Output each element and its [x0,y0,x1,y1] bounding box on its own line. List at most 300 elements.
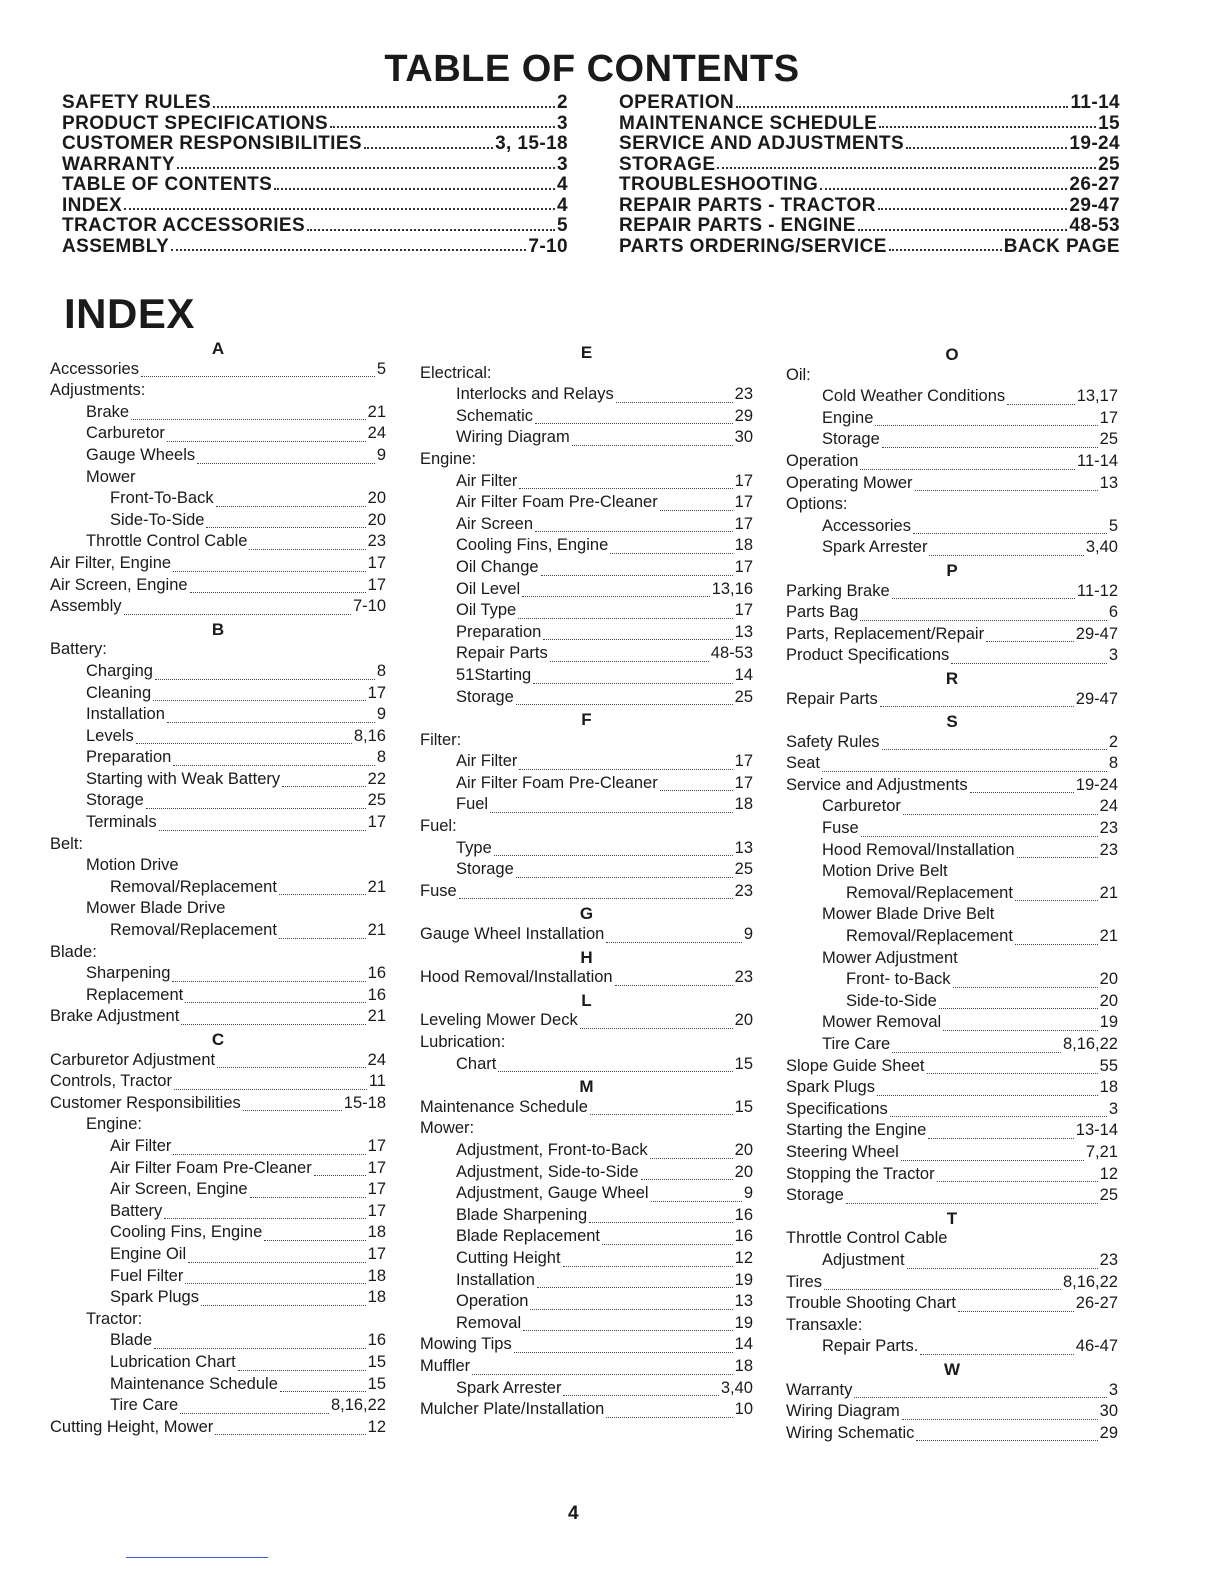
index-entry-label: Adjustments: [50,381,146,400]
index-entry-label: Carburetor [86,424,165,443]
index-entry [420,601,753,623]
index-entry-label: Spark Arrester [456,1378,562,1397]
dot-leader [846,1203,1098,1204]
index-entry-label: Accessories [822,516,911,535]
index-entry [420,968,753,990]
index-entry [420,1292,753,1314]
index-entry [786,430,1118,452]
index-entry-label: Sharpening [86,964,171,983]
dot-leader [307,229,555,231]
index-entry [786,905,1118,927]
index-entry-page: 24 [1099,797,1118,816]
index-entry-label: Throttle Control Cable [786,1229,948,1248]
index-entry-label: Chart [456,1054,497,1073]
index-entry [50,403,386,425]
index-entry [50,1115,386,1137]
index-entry [786,841,1118,863]
index-entry-page: 13,16 [711,579,753,598]
index-entry-page: 55 [1099,1056,1118,1075]
index-entry [786,819,1118,841]
index-entry [50,986,386,1008]
index-entry-label: Operation [456,1292,529,1311]
toc-entry-label: TROUBLESHOOTING [619,174,819,195]
dot-leader [522,596,710,597]
index-entry-page: 19-24 [1075,775,1118,794]
toc-entry [619,174,1120,195]
index-entry-label: Charging [86,661,153,680]
toc-entry-page: 2 [557,92,568,113]
index-entry-label: Starting with Weak Battery [86,769,281,788]
toc-entry-page: 4 [557,194,568,216]
index-entry [786,992,1118,1014]
dot-leader [459,898,733,899]
dot-leader [913,533,1107,534]
index-entry-page: 25 [734,687,753,706]
index-entry-label: Wiring Diagram [456,428,570,447]
index-entry [786,1402,1118,1424]
index-entry-page: 21 [1099,927,1118,946]
dot-leader [180,1413,329,1414]
index-entry-page: 3 [1108,1099,1118,1118]
dot-leader [877,1095,1098,1096]
index-entry-label: Spark Plugs [110,1288,199,1307]
dot-leader [610,553,732,554]
dot-leader [822,771,1107,772]
toc-entry-label: PRODUCT SPECIFICATIONS [62,112,329,134]
index-entry-page: 25 [367,791,386,810]
index-entry [420,1314,753,1336]
dot-leader [937,1181,1098,1182]
index-entry [420,1163,753,1185]
index-entry-page: 23 [734,385,753,404]
index-letter-heading: R [945,668,959,688]
index-entry-label: Cold Weather Conditions [822,387,1006,406]
toc-entry-page: 11-14 [1070,92,1120,113]
index-entry-label: Storage [822,430,880,449]
toc-entry [619,154,1120,175]
index-entry [50,511,386,533]
index-entry-label: Front-To-Back [110,489,214,508]
index-entry [420,1098,753,1120]
index-entry-label: Air Screen, Engine [50,575,188,594]
index-entry [786,1057,1118,1079]
index-entry-label: Muffler [420,1356,471,1375]
index-entry-label: Safety Rules [786,732,880,751]
toc-entry-page: 3 [557,153,568,175]
index-entry-label: Adjustment [822,1250,905,1269]
index-entry [786,927,1118,949]
index-entry [50,748,386,770]
index-entry [420,1119,753,1141]
index-entry-page: 48-53 [710,644,753,663]
index-entry [786,366,1118,388]
index-entry-label: Air Screen, Engine [110,1180,248,1199]
index-entry-page: 20 [734,1011,753,1030]
index-entry-label: Oil Type [456,601,517,620]
index-entry [50,835,386,857]
index-entry [420,450,753,472]
index-entry-page: 16 [367,964,386,983]
index-entry [50,640,386,662]
index-entry-label: Adjustment, Side-to-Side [456,1162,639,1181]
dot-leader [580,1028,733,1029]
index-entry-page: 7,21 [1085,1142,1118,1161]
index-entry-page: 9 [743,925,753,944]
dot-leader [519,488,732,489]
index-entry-label: Type [456,838,492,857]
dot-leader [939,1008,1098,1009]
index-entry-label: Throttle Control Cable [86,532,248,551]
index-entry-page: 22 [367,769,386,788]
index-entry-label: Options: [786,495,848,514]
dot-leader [717,167,1096,169]
dot-leader [249,549,365,550]
index-entry-page: 13 [734,622,753,641]
index-entry-page: 15 [734,1054,753,1073]
toc-entry-label: PARTS ORDERING/SERVICE [619,235,887,257]
index-entry-label: 51Starting [456,665,532,684]
index-entry-label: Carburetor [822,797,901,816]
index-entry [420,1271,753,1293]
index-entry-label: Mower: [420,1119,475,1138]
index-entry-label: Replacement [86,985,184,1004]
index-entry-label: Oil Change [456,557,539,576]
dot-leader [153,700,366,701]
index-entry-label: Service and Adjustments [786,775,968,794]
dot-leader [280,1391,366,1392]
index-entry [420,1400,753,1422]
index-entry [50,1353,386,1375]
index-entry-label: Side-to-Side [846,991,937,1010]
index-entry [420,817,753,839]
dot-leader [185,1283,365,1284]
toc-entry [619,113,1120,134]
index-entry-page: 10 [734,1400,753,1419]
index-entry [50,705,386,727]
index-entry-label: Mower [86,467,136,486]
index-entry-label: Removal/Replacement [846,927,1013,946]
index-entry-label: Air Filter [456,471,518,490]
index-entry-page: 17 [367,683,386,702]
index-entry-page: 29 [1099,1423,1118,1442]
index-entry [50,554,386,576]
dot-leader [958,1311,1074,1312]
dot-leader [589,1222,732,1223]
dot-leader [879,126,1096,128]
index-entry [50,1267,386,1289]
dot-leader [364,147,493,149]
dot-leader [970,792,1074,793]
index-letter-heading: A [211,339,225,358]
index-entry [50,1007,386,1029]
index-entry-label: Air Screen [456,514,534,533]
dot-leader [951,663,1107,664]
index-entry [786,776,1118,798]
index-entry-page: 7-10 [352,597,386,616]
dot-leader [250,1197,366,1198]
index-entry [420,1141,753,1163]
index-entry-label: Schematic [456,406,534,425]
index-entry-page: 29-47 [1075,689,1118,708]
index-entry [786,452,1118,474]
index-entry-page: 29-47 [1075,624,1118,643]
index-entry [786,603,1118,625]
index-entry-label: Repair Parts [456,644,548,663]
dot-leader [537,1287,733,1288]
index-entry-label: Tire Care [822,1035,891,1053]
index-column-3 [786,344,1118,1445]
dot-leader [880,706,1074,707]
index-entry-page: 30 [1099,1402,1118,1421]
dot-leader [535,423,733,424]
dot-leader [615,985,733,986]
index-entry [420,385,753,407]
index-entry-label: Preparation [456,622,542,641]
index-letter-heading: F [581,710,592,730]
index-entry-page: 17 [367,1136,386,1155]
dot-leader [516,877,733,878]
dot-leader [606,1417,732,1418]
index-letter-heading: E [580,343,593,362]
index-entry-page: 17 [367,1201,386,1220]
index-entry [50,813,386,835]
dot-leader [820,188,1067,190]
index-entry-page: 24 [367,1050,386,1069]
dot-leader [173,1154,365,1155]
toc-entry-page: 4 [557,174,568,195]
dot-leader [563,1266,733,1267]
index-entry [420,860,753,882]
dot-leader [928,1138,1073,1139]
index-entry [786,409,1118,431]
toc-entry-label: WARRANTY [62,153,175,175]
index-entry-page: 21 [1099,883,1118,902]
index-entry [420,666,753,688]
index-entry-label: Parking Brake [786,581,890,600]
index-entry [786,1100,1118,1122]
index-entry-page: 13,17 [1076,387,1118,406]
index-entry-label: Controls, Tractor [50,1072,172,1091]
dot-leader [915,490,1098,491]
dot-leader [146,808,366,809]
index-entry-label: Lubrication Chart [110,1352,236,1371]
index-entry [420,407,753,429]
index-entry-label: Engine Oil [110,1244,187,1263]
dot-leader [173,765,375,766]
index-entry-page: 12 [734,1248,753,1267]
toc-entry-label: SAFETY RULES [62,92,212,113]
dot-leader [494,855,733,856]
index-entry-label: Fuse [822,819,859,838]
index-heading: INDEX [64,290,195,337]
toc-entry-page: 15 [1098,112,1120,134]
dot-leader [201,1305,366,1306]
dot-leader [854,1397,1106,1398]
index-entry-label: Tire Care [110,1396,179,1415]
index-entry-page: 3,40 [1085,538,1118,557]
index-entry-label: Engine [822,408,874,427]
index-letter-heading: S [946,712,958,732]
toc-entry-label: TABLE OF CONTENTS [62,174,273,195]
dot-leader [533,683,732,684]
index-entry-label: Blade: [50,942,97,961]
dot-leader [279,938,366,939]
index-entry [50,727,386,749]
index-entry [50,791,386,813]
index-entry-label: Accessories [50,359,139,378]
toc-entry-page: 48-53 [1069,215,1120,236]
index-entry-label: Cutting Height [456,1248,561,1267]
index-entry-page: 23 [367,532,386,551]
index-entry [786,1121,1118,1143]
dot-leader [190,592,366,593]
index-entry-label: Air Filter [110,1136,172,1155]
index-entry-page: 23 [1099,819,1118,838]
index-entry [420,536,753,558]
index-entry [420,688,753,710]
index-entry [786,538,1118,560]
index-entry [50,1288,386,1310]
index-entry [50,662,386,684]
index-entry [420,839,753,861]
index-entry-page: 21 [367,1007,386,1026]
dot-leader [181,1024,365,1025]
index-column-2 [420,342,753,1422]
page-number: 4 [568,1503,579,1524]
index-entry-page: 23 [734,968,753,987]
index-entry [786,387,1118,409]
index-entry-page: 20 [734,1162,753,1181]
index-entry-label: Mower Removal [822,1013,942,1032]
index-entry-page: 2 [1108,732,1118,751]
index-entry-page: 17 [367,813,386,832]
dot-leader [861,836,1098,837]
index-entry [50,1051,386,1073]
index-entry-label: Storage [786,1186,844,1205]
index-entry [420,364,753,386]
index-entry-label: Fuel [456,795,489,814]
index-entry-label: Leveling Mower Deck [420,1011,578,1030]
index-entry [420,1055,753,1077]
index-entry-page: 20 [1099,991,1118,1010]
dot-leader [159,830,366,831]
dot-leader [986,641,1074,642]
index-entry [786,862,1118,884]
index-entry-label: Battery [110,1201,163,1220]
index-entry-label: Repair Parts [786,689,878,708]
dot-leader [124,208,555,210]
index-entry-page: 18 [1099,1078,1118,1097]
index-entry [50,943,386,965]
index-entry-page: 12 [367,1417,386,1436]
toc-entry [62,174,568,195]
index-entry-page: 15 [367,1374,386,1393]
index-entry-label: Assembly [50,597,122,616]
toc-entry [62,154,568,175]
index-entry [50,878,386,900]
dot-leader [1015,944,1098,945]
index-entry-page: 8,16,22 [1062,1035,1118,1053]
toc-entry [62,215,568,236]
index-entry-page: 12 [1099,1164,1118,1183]
index-entry [50,1245,386,1267]
dot-leader [215,1434,365,1435]
toc-entry-page: 26-27 [1069,174,1120,195]
index-entry-label: Slope Guide Sheet [786,1056,925,1075]
index-entry-label: Fuse [420,881,457,900]
index-letter-heading: C [211,1030,225,1049]
index-entry-page: 16 [734,1227,753,1246]
index-entry [420,580,753,602]
index-entry-label: Adjustment, Front-to-Back [456,1140,648,1159]
index-entry [50,446,386,468]
dot-leader [889,249,1002,251]
index-entry-label: Terminals [86,813,157,832]
dot-leader [882,749,1107,750]
dot-leader [243,1110,342,1111]
index-entry [786,733,1118,755]
index-entry-label: Warranty [786,1380,853,1399]
toc-entry [62,236,568,257]
index-entry-page: 11-14 [1077,451,1118,470]
index-entry-label: Gauge Wheel Installation [420,925,605,944]
index-entry [420,1011,753,1033]
index-entry [786,1165,1118,1187]
toc-entry [619,236,1120,257]
toc-entry-label: CUSTOMER RESPONSIBILITIES [62,133,362,154]
toc-entry [62,133,568,154]
index-entry [420,558,753,580]
index-letter-heading: M [579,1077,594,1097]
index-entry [50,1331,386,1353]
dot-leader [927,1073,1098,1074]
index-entry-label: Hood Removal/Installation [420,968,613,987]
index-entry-page: 23 [734,881,753,900]
index-entry-page: 8,16,22 [1062,1272,1118,1291]
index-entry-page: 17 [734,773,753,792]
index-entry-page: 13-14 [1075,1121,1118,1140]
toc-entry [62,113,568,134]
dot-leader [660,790,733,791]
index-entry-label: Air Filter Foam Pre-Cleaner [456,773,658,792]
index-entry-page: 6 [1108,603,1118,622]
index-entry [786,1316,1118,1338]
dot-leader [154,1348,365,1349]
index-entry-label: Brake Adjustment [50,1007,180,1026]
index-entry-label: Removal [456,1313,522,1332]
index-entry [50,856,386,878]
index-entry-label: Wiring Schematic [786,1423,915,1442]
toc-entry [619,215,1120,236]
dot-leader [141,376,375,377]
index-entry-label: Seat [786,754,820,773]
dot-leader [1017,857,1098,858]
index-entry-page: 18 [367,1288,386,1307]
index-entry [786,625,1118,647]
dot-leader [185,1002,365,1003]
toc-entry-page: 3 [557,112,568,134]
index-entry-label: Mower Blade Drive Belt [822,905,995,924]
index-entry-page: 46-47 [1075,1337,1118,1356]
index-entry-label: Starting the Engine [786,1121,927,1140]
index-entry-label: Cooling Fins, Engine [456,536,609,555]
dot-leader [213,106,555,108]
toc-entry-label: STORAGE [619,153,716,175]
dot-leader [907,1268,1098,1269]
index-entry [786,474,1118,496]
index-entry-label: Gauge Wheels [86,445,196,464]
index-entry-label: Preparation [86,748,172,767]
